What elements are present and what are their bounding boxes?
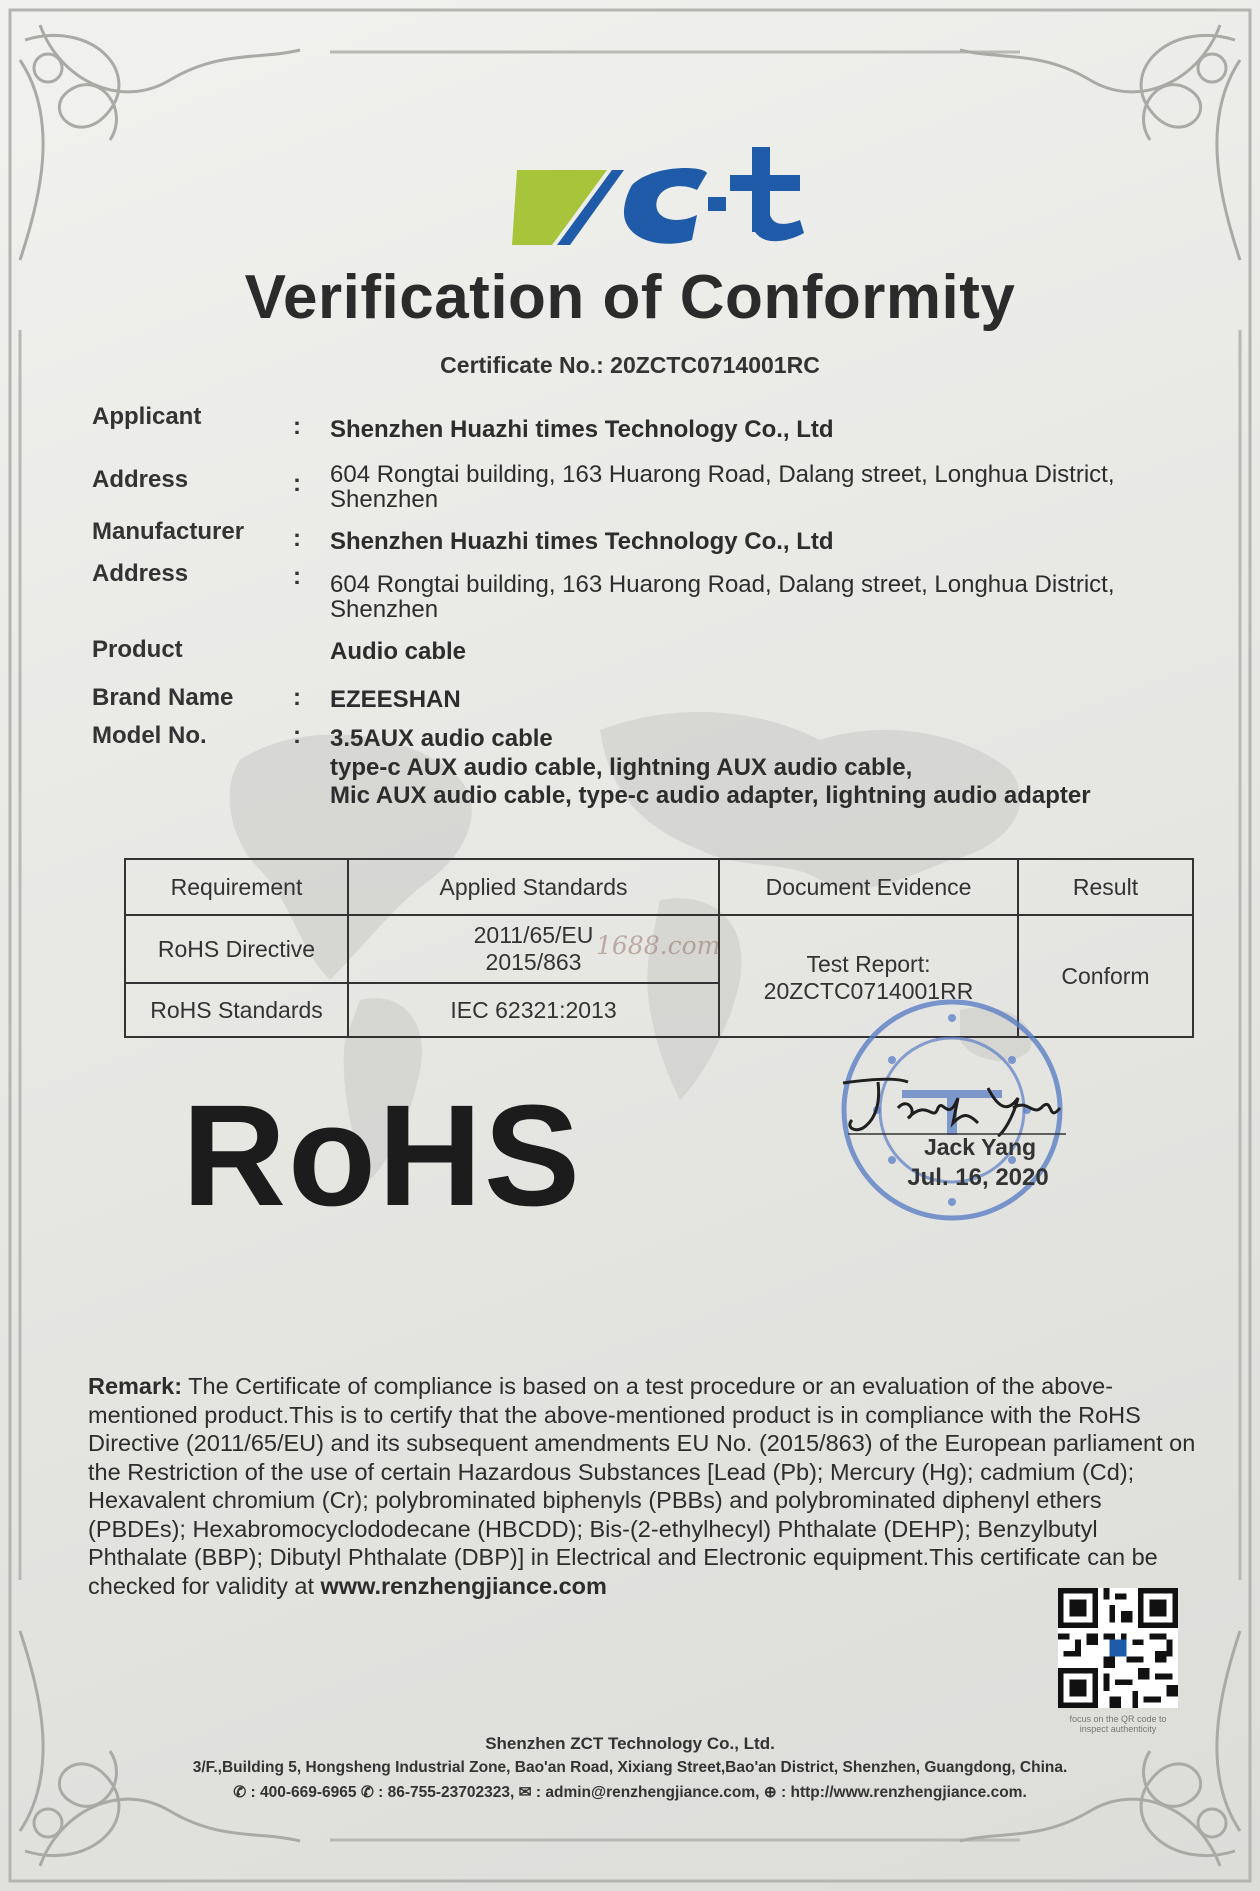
model-label: Model No. <box>92 722 207 749</box>
product-label: Product <box>92 636 183 663</box>
qr-code[interactable] <box>1058 1588 1178 1708</box>
model-colon: : <box>293 722 301 749</box>
standard-line: 2011/65/EU <box>473 922 594 948</box>
footer-address: 3/F.,Building 5, Hongsheng Industrial Zone, Bao'an Road, Xixiang Street,Bao'an District, Shenzhen, Guangdong, China. <box>192 1759 1068 1776</box>
verification-url[interactable]: www.renzhengjiance.com <box>320 1572 607 1599</box>
manufacturer-address-colon: : <box>293 563 301 590</box>
applicant-address-line1: 604 Rongtai building, 163 Huarong Road, Dalang street, Longhua District, <box>330 461 1115 488</box>
header-document-evidence: Document Evidence <box>719 859 1018 915</box>
header-requirement: Requirement <box>125 859 348 915</box>
standard-cell: IEC 62321:2013 <box>348 983 719 1037</box>
document-title: Verification of Conformity <box>244 263 1016 332</box>
result-cell: Conform <box>1018 915 1193 1037</box>
applicant-colon: : <box>293 413 301 440</box>
standard-line: 2015/863 <box>485 949 582 975</box>
rohs-mark: RoHS <box>182 1075 582 1236</box>
certificate-number: Certificate No.: 20ZCTC0714001RC <box>440 352 820 378</box>
product-value: Audio cable <box>330 638 467 665</box>
handwritten-signature <box>838 1068 1068 1138</box>
watermark: 1688.com <box>596 931 721 960</box>
manufacturer-colon: : <box>293 525 301 552</box>
signature-date: Jul. 16, 2020 <box>907 1164 1049 1191</box>
model-line1: 3.5AUX audio cable <box>330 725 553 752</box>
requirement-cell: RoHS Standards <box>125 983 348 1037</box>
footer-contacts: ✆ : 400-669-6965 ✆ : 86-755-23702323, ✉ : admin@renzhengjiance.com, ⊕ : http://www.renzhengjiance.com. <box>233 1784 1027 1801</box>
evidence-report-number: 20ZCTC0714001RR <box>763 977 974 1004</box>
brand-colon: : <box>293 684 301 711</box>
manufacturer-address-line1: 604 Rongtai building, 163 Huarong Road, Dalang street, Longhua District, <box>330 571 1115 598</box>
brand-value: EZEESHAN <box>330 686 461 713</box>
header-applied-standards: Applied Standards <box>348 859 719 915</box>
table-header-row <box>125 859 1193 915</box>
brand-label: Brand Name <box>92 684 234 711</box>
manufacturer-value: Shenzhen Huazhi times Technology Co., Ltd <box>330 528 834 555</box>
address-colon: : <box>293 470 301 497</box>
evidence-line: Test Report: <box>806 950 931 977</box>
manufacturer-label: Manufacturer <box>92 518 245 545</box>
header-result: Result <box>1018 859 1193 915</box>
manufacturer-address-line2: Shenzhen <box>330 596 439 623</box>
model-line2: type-c AUX audio cable, lightning AUX audio cable, <box>330 754 913 781</box>
applicant-label: Applicant <box>92 403 202 430</box>
applicant-value: Shenzhen Huazhi times Technology Co., Ltd <box>330 416 834 443</box>
remark-label: Remark: <box>88 1373 183 1399</box>
remark-paragraph <box>88 1372 1198 1600</box>
zct-logo <box>512 145 807 255</box>
requirement-cell: RoHS Directive <box>125 915 348 983</box>
qr-caption: focus on the QR code to inspect authenticity <box>1069 1714 1167 1734</box>
applicant-address-line2: Shenzhen <box>330 486 439 513</box>
manufacturer-address-label: Address <box>92 560 189 587</box>
model-line3: Mic AUX audio cable, type-c audio adapter, lightning audio adapter <box>330 782 1091 809</box>
footer-company: Shenzhen ZCT Technology Co., Ltd. <box>485 1734 775 1753</box>
signer-name: Jack Yang <box>923 1134 1037 1160</box>
remark-text: The Certificate of compliance is based on a test procedure or an evaluation of the above-mentioned product.This is to certify that the above-mentioned product is in compliance with the RoHS Directive (2011/65/EU) and its subsequent amendments EU No. (2015/863) of the European parliament on the Restriction of the use of certain Hazardous Substances [Lead (Pb); Mercury (Hg); cadmium (Cd); Hexavalent chromium (Cr); polybrominated biphenyls (PBBs) and polybrominated diphenyl ethers (PBDEs); Hexabromocyclododecane (HBCDD); Bis-(2-ethylhecyl) Phthalate (DEHP); Benzylbutyl Phthalate (BBP); Dibutyl Phthalate (DBP)] in Electrical and Electronic equipment.This certificate can be checked for validity at <box>88 1373 1196 1599</box>
address-label: Address <box>92 466 189 493</box>
